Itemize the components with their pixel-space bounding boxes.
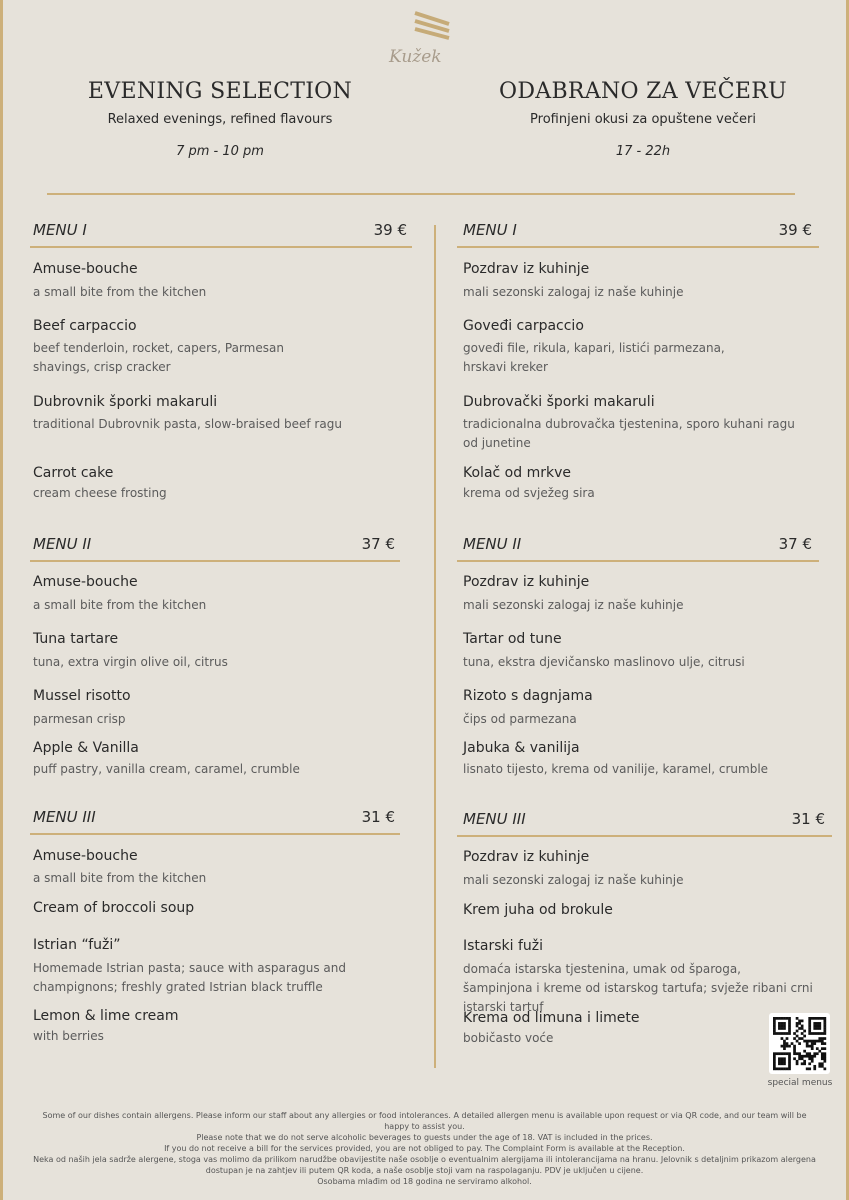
hr-menu3-item4-desc: bobičasto voće: [463, 1031, 554, 1045]
en-menu2-rule: [30, 560, 400, 562]
en-menu1-item1-name: Amuse-bouche: [33, 261, 138, 277]
en-menu1-item3-name: Dubrovnik šporki makaruli: [33, 394, 218, 410]
en-menu2-item1-name: Amuse-bouche: [33, 574, 138, 590]
right-header-subtitle: Profinjeni okusi za opuštene večeri: [530, 112, 756, 127]
hr-menu2-price: 37 €: [778, 535, 812, 553]
hr-menu1-item2-desc: goveđi file, rikula, kapari, listići parmezana, hrskavi kreker: [463, 341, 725, 374]
hr-menu1-item1-desc: mali sezonski zalogaj iz naše kuhinje: [463, 285, 684, 299]
en-menu2-item4-desc: puff pastry, vanilla cream, caramel, crumble: [33, 762, 300, 776]
qr-code-icon: [769, 1013, 830, 1074]
hr-menu1-rule: [457, 246, 819, 248]
right-header-title: ODABRANO ZA VEČERU: [499, 79, 787, 104]
hr-menu3-price: 31 €: [791, 810, 825, 828]
hr-menu3-item3-name: Istarski fuži: [463, 938, 544, 954]
en-menu3-item4-desc: with berries: [33, 1029, 104, 1043]
footer-line: Neka od naših jela sadrže alergene, stoga vas molimo da prilikom narudžbe obavijestite naše osoblje o eventualnim alergijama ili intolerancijama na hranu. Jelovnik s detaljnim prikazom alergena dostupan je na zahtjev ili putem QR koda, a naše osoblje stoji vam na raspolaganju. PDV je uključen u cijene.: [33, 1155, 816, 1175]
hr-menu1-item3-desc: tradicionalna dubrovačka tjestenina, sporo kuhani ragu od junetine: [463, 417, 795, 450]
en-menu1-item1-desc: a small bite from the kitchen: [33, 285, 207, 299]
hr-menu2-item1-desc: mali sezonski zalogaj iz naše kuhinje: [463, 598, 684, 612]
brand-logo: [385, 10, 485, 72]
hr-menu1-price: 39 €: [778, 221, 812, 239]
allergen-footer: [30, 1110, 819, 1187]
en-menu2-title: MENU II: [33, 535, 92, 553]
hr-menu2-title: MENU II: [463, 535, 522, 553]
footer-line: Osobama mlađim od 18 godina ne serviramo alkohol.: [317, 1177, 532, 1186]
hr-menu2-item3-desc: čips od parmezana: [463, 712, 577, 726]
en-menu1-item2-name: Beef carpaccio: [33, 318, 137, 334]
en-menu1-item4-desc: cream cheese frosting: [33, 486, 167, 500]
en-menu3-rule: [30, 833, 400, 835]
en-menu2-item2-name: Tuna tartare: [33, 631, 119, 647]
right-header-time: 17 - 22h: [615, 144, 671, 159]
hr-menu3-item1-name: Pozdrav iz kuhinje: [463, 849, 590, 865]
hr-menu2-item2-name: Tartar od tune: [463, 631, 562, 647]
en-menu1-title: MENU I: [33, 221, 87, 239]
en-menu3-title: MENU III: [33, 808, 96, 826]
hr-menu2-item1-name: Pozdrav iz kuhinje: [463, 574, 590, 590]
footer-line: Please note that we do not serve alcoholic beverages to guests under the age of 18. VAT is included in the prices.: [196, 1133, 653, 1142]
en-menu3-item4-name: Lemon & lime cream: [33, 1008, 179, 1024]
hr-menu1-item4-desc: krema od svježeg sira: [463, 486, 595, 500]
hr-menu1-item1-name: Pozdrav iz kuhinje: [463, 261, 590, 277]
hr-menu2-item4-desc: lisnato tijesto, krema od vanilije, karamel, crumble: [463, 762, 769, 776]
en-menu3-item1-name: Amuse-bouche: [33, 848, 138, 864]
en-menu3-price: 31 €: [361, 808, 395, 826]
en-menu1-price: 39 €: [373, 221, 407, 239]
left-header-subtitle: Relaxed evenings, refined flavours: [107, 112, 333, 127]
en-menu1-item2-desc: beef tenderloin, rocket, capers, Parmesan shavings, crisp cracker: [33, 341, 284, 374]
en-menu2-item4-name: Apple & Vanilla: [33, 740, 139, 756]
header-divider: [47, 193, 795, 195]
en-menu2-item3-desc: parmesan crisp: [33, 712, 126, 726]
en-menu3-item3-desc: Homemade Istrian pasta; sauce with asparagus and champignons; freshly grated Istrian black truffle: [33, 961, 346, 994]
footer-line: If you do not receive a bill for the services provided, you are not obliged to pay. The Complaint Form is available at the Reception.: [164, 1144, 685, 1153]
hr-menu3-item3-desc: domaća istarska tjestenina, umak od šparoga, šampinjona i kreme od istarskog tartufa; svježe ribani crni istarski tartuf: [463, 962, 813, 1014]
en-menu1-item3-desc: traditional Dubrovnik pasta, slow-braised beef ragu: [33, 417, 342, 431]
left-header-time: 7 pm - 10 pm: [176, 144, 264, 159]
en-menu2-price: 37 €: [361, 535, 395, 553]
hr-menu3-title: MENU III: [463, 810, 526, 828]
en-menu2-item2-desc: tuna, extra virgin olive oil, citrus: [33, 655, 228, 669]
en-menu3-item2-name: Cream of broccoli soup: [33, 900, 195, 916]
en-menu1-rule: [30, 246, 412, 248]
left-border: [0, 0, 3, 1200]
en-menu1-item4-name: Carrot cake: [33, 465, 114, 481]
hr-menu3-item2-name: Krem juha od brokule: [463, 902, 613, 918]
hr-menu3-item4-name: Krema od limuna i limete: [463, 1010, 640, 1026]
hr-menu1-item3-name: Dubrovački šporki makaruli: [463, 394, 655, 410]
hr-menu1-title: MENU I: [463, 221, 517, 239]
en-menu2-item3-name: Mussel risotto: [33, 688, 131, 704]
en-menu3-item1-desc: a small bite from the kitchen: [33, 871, 207, 885]
left-header-title: EVENING SELECTION: [87, 79, 353, 104]
column-divider: [434, 225, 436, 1068]
hr-menu3-rule: [457, 835, 832, 837]
footer-line: Some of our dishes contain allergens. Please inform our staff about any allergies or food intolerances. A detailed allergen menu is available upon request or via QR code, and our team will be happy to assist you.: [42, 1111, 807, 1131]
brand-logo-text: Kužek: [389, 47, 442, 67]
hr-menu1-item2-name: Goveđi carpaccio: [463, 318, 584, 334]
qr-label: special menus: [767, 1078, 833, 1088]
hr-menu2-item3-name: Rizoto s dagnjama: [463, 688, 593, 704]
hr-menu2-item2-desc: tuna, ekstra djevičansko maslinovo ulje, citrusi: [463, 655, 745, 669]
en-menu3-item3-name: Istrian “fuži”: [33, 937, 121, 953]
hr-menu1-item4-name: Kolač od mrkve: [463, 465, 571, 481]
en-menu2-item1-desc: a small bite from the kitchen: [33, 598, 207, 612]
hr-menu2-item4-name: Jabuka & vanilija: [463, 740, 580, 756]
special-menus-qr-code[interactable]: [769, 1013, 830, 1074]
hr-menu2-rule: [457, 560, 819, 562]
hr-menu3-item1-desc: mali sezonski zalogaj iz naše kuhinje: [463, 873, 684, 887]
